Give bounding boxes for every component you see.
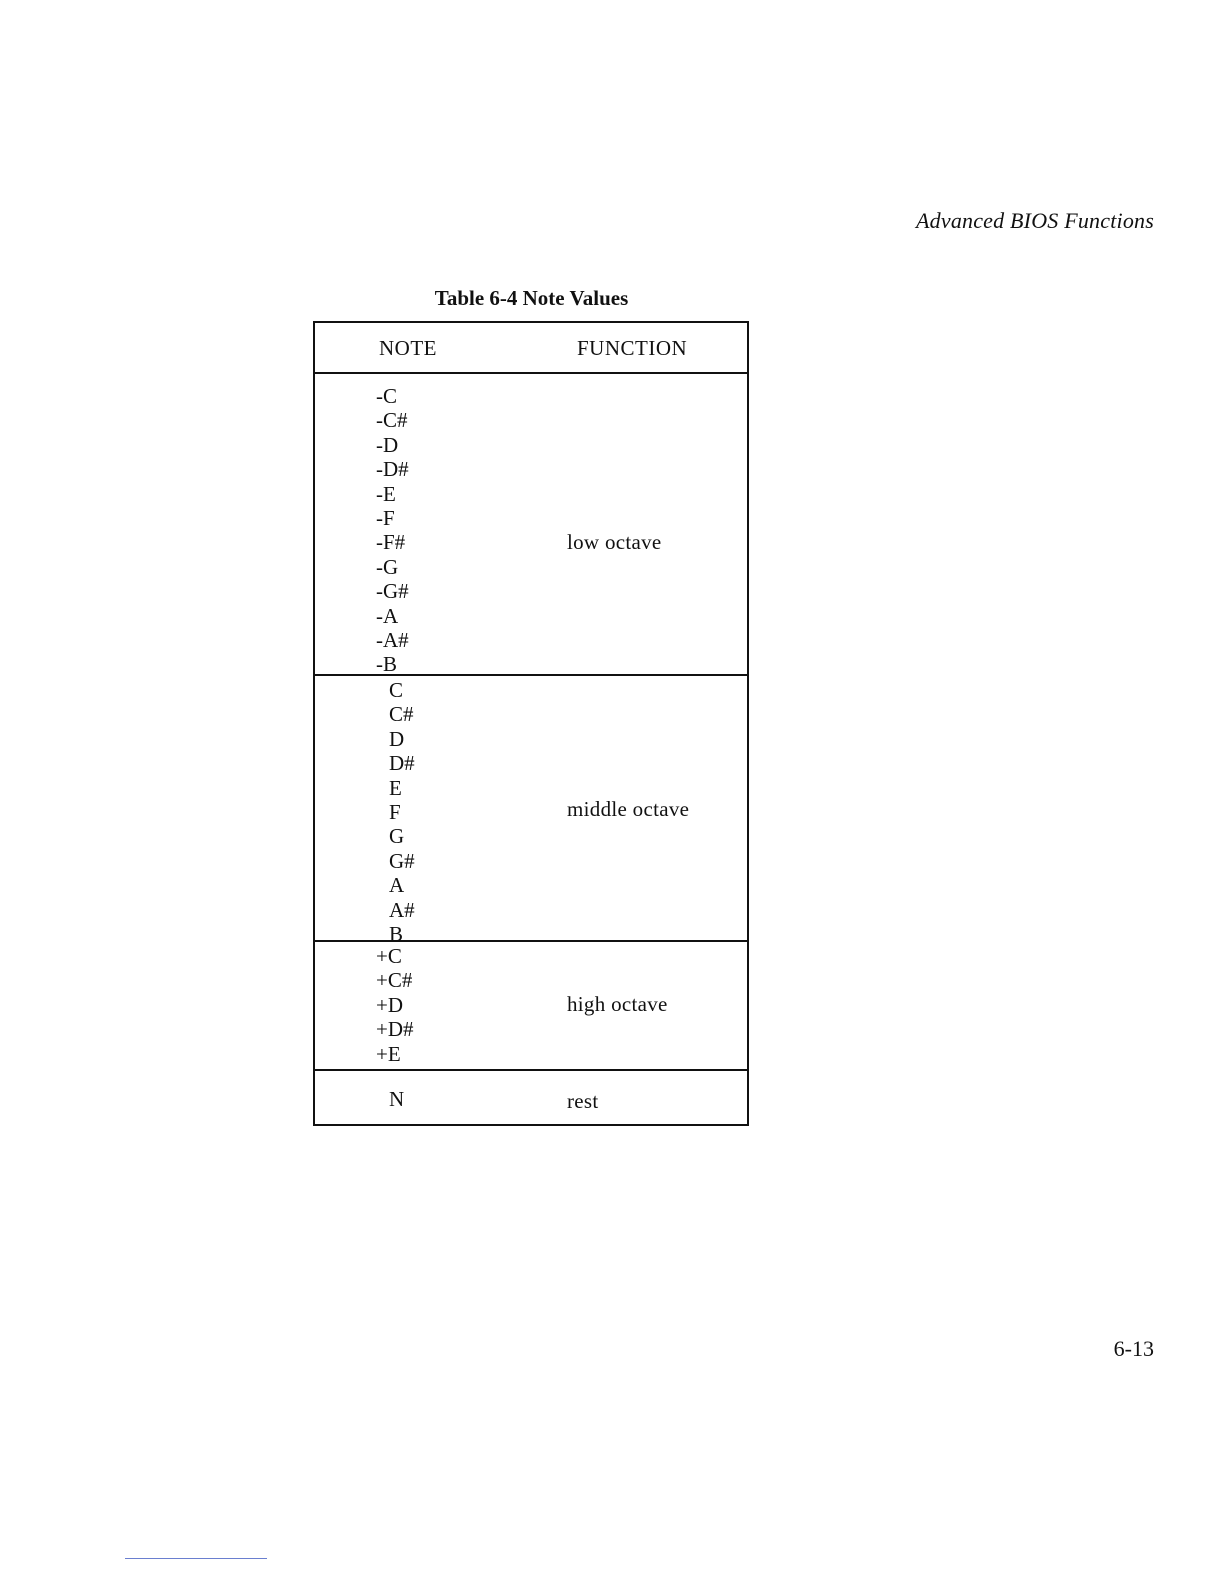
note-cell: A# [389,897,415,922]
note-cell: -G# [376,579,409,604]
note-cell: C [389,678,404,702]
note-cell: C# [389,702,414,727]
note-cell: -G [376,554,399,579]
running-header: Advanced BIOS Functions [916,208,1154,233]
note-cell: -A [376,603,399,628]
column-header-function: FUNCTION [577,336,688,360]
note-cell: +E [376,1041,401,1066]
note-cell: -F [376,505,395,530]
table-caption: Table 6-4 Note Values [434,286,629,310]
column-header-note: NOTE [379,336,437,360]
note-cell: -B [376,652,397,677]
page-number: 6-13 [1113,1336,1154,1361]
function-cell-low-octave: low octave [567,530,662,554]
group-low-octave [315,374,747,676]
group-high-octave [315,942,747,1071]
note-cell: D [389,726,405,751]
note-cell: A [389,873,405,898]
note-cell: -E [376,481,396,506]
note-cell: -D# [376,457,409,482]
note-cell: -A# [376,627,409,652]
note-cell: G [389,824,405,849]
note-values-table [313,321,749,1126]
note-cell: B [389,921,404,946]
note-cell: F [389,799,401,824]
group-rest [315,1071,747,1124]
note-cell: G# [389,848,415,873]
note-cell: D# [389,751,415,776]
note-cell: -D [376,432,399,457]
note-cell: N [389,1087,405,1111]
note-cell: +D [376,992,404,1017]
function-cell-middle-octave: middle octave [567,797,690,821]
table-header-row [315,323,747,374]
note-cell: +C# [376,968,413,993]
note-cell: -C# [376,408,408,433]
function-cell-rest: rest [567,1089,599,1113]
note-cell: E [389,775,402,800]
function-cell-high-octave: high octave [567,992,668,1016]
bottom-rule-divider [125,1558,267,1559]
group-middle-octave [315,676,747,946]
note-cell: +D# [376,1017,414,1042]
note-cell: -F# [376,530,406,555]
note-cell: +C [376,944,402,968]
note-cell: -C [376,384,397,408]
